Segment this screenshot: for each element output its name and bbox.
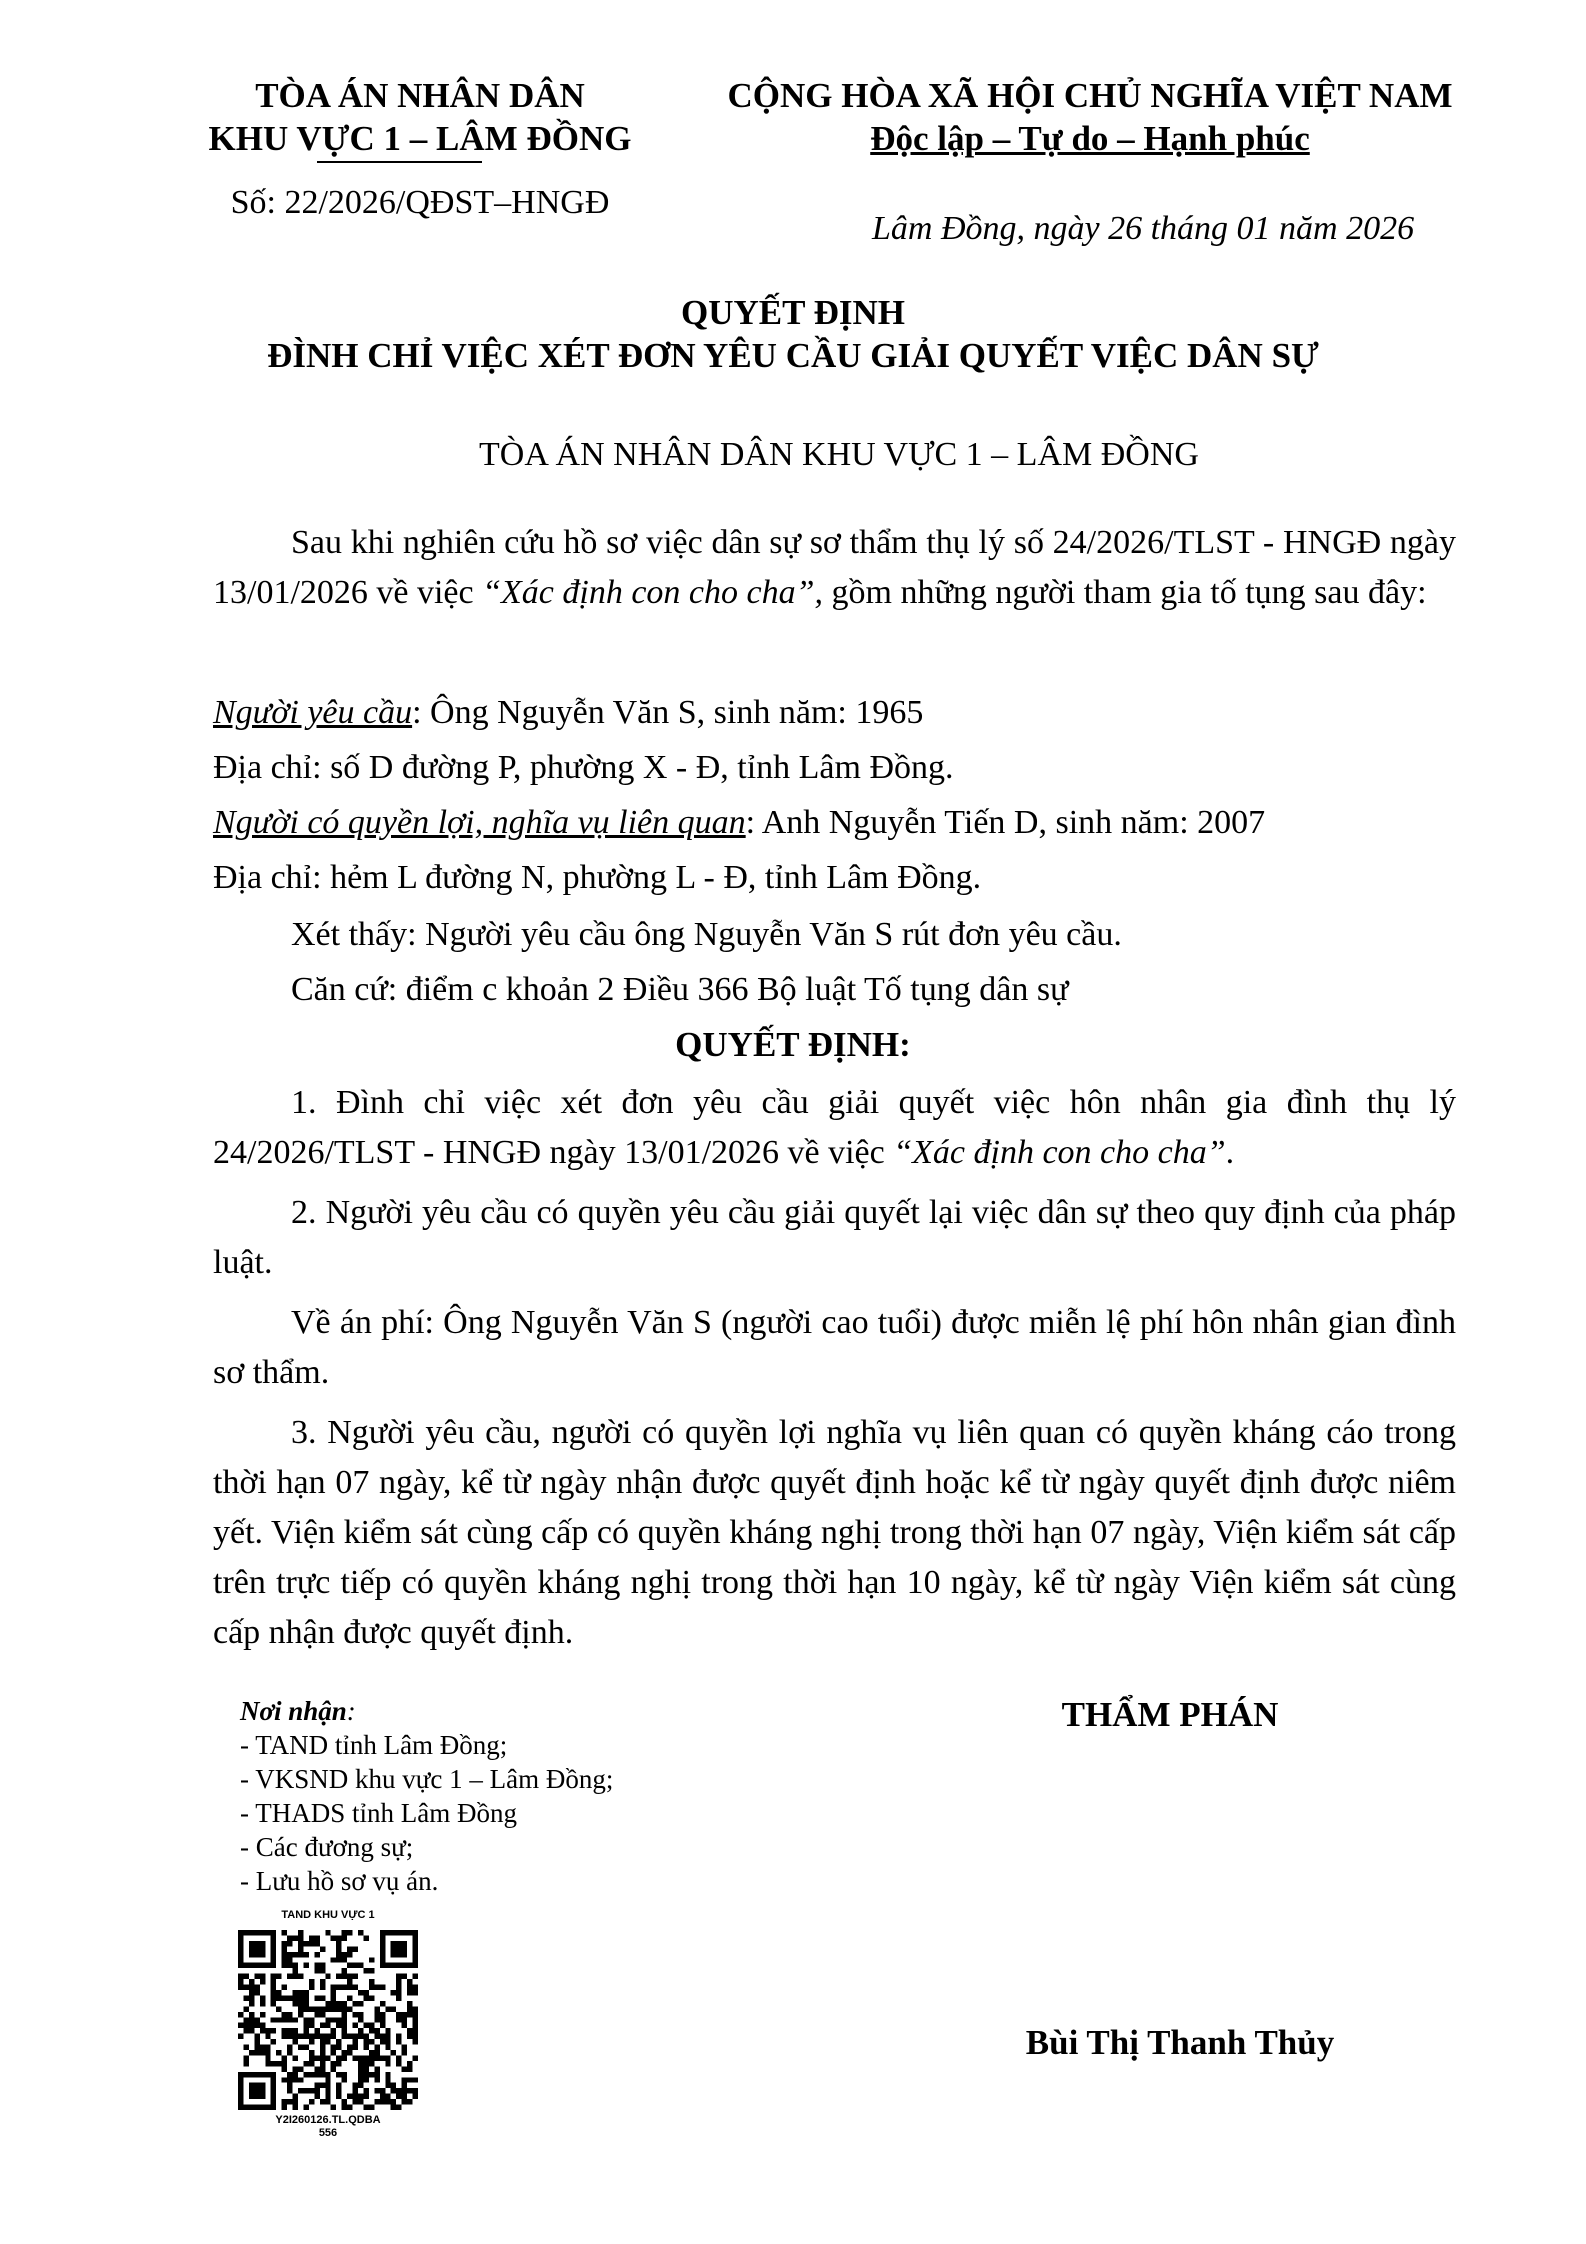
qr-code: [238, 1930, 418, 2110]
recipient-item: - THADS tỉnh Lâm Đồng: [240, 1798, 517, 1828]
court-fee: Về án phí: Ông Nguyễn Văn S (người cao tuổi) được miễn lệ phí hôn nhân gian đình sơ thẩm.: [213, 1304, 1456, 1391]
decision-heading: QUYẾT ĐỊNH:: [675, 1025, 911, 1064]
recipient-item: - VKSND khu vực 1 – Lâm Đồng;: [240, 1764, 614, 1794]
intro-paragraph: [213, 518, 1456, 618]
decision-item-3: 3. Người yêu cầu, người có quyền lợi nghĩa vụ liên quan có quyền kháng cáo trong thời hạn 07 ngày, kể từ ngày nhận được quyết định hoặc kể từ ngày quyết định được niêm yết. Viện kiểm sát cùng cấp có quyền kháng nghị trong thời hạn 07 ngày, Viện kiểm sát cấp trên trực tiếp có quyền kháng nghị trong thời hạn 10 ngày, kể từ ngày Viện kiểm sát cùng cấp nhận được quyết định.: [213, 1414, 1456, 1651]
consideration: Xét thấy: Người yêu cầu ông Nguyễn Văn S rút đơn yêu cầu.: [291, 916, 1122, 953]
document-title: QUYẾT ĐỊNH: [681, 293, 905, 332]
recipients-colon: :: [346, 1696, 356, 1726]
recipient-item: - Các đương sự;: [240, 1832, 414, 1862]
recipient-item: - TAND tỉnh Lâm Đồng;: [240, 1730, 508, 1760]
related-party-line: [213, 798, 1456, 848]
court-name-line1: TÒA ÁN NHÂN DÂN: [255, 76, 585, 115]
requester-address: Địa chỉ: số D đường P, phường X - Đ, tỉnh Lâm Đồng.: [213, 749, 954, 786]
intro-text-end: gồm những người tham gia tố tụng sau đây:: [823, 574, 1427, 611]
signature-title: THẨM PHÁN: [1061, 1695, 1279, 1734]
qr-caption-bottom: Y2I260126.TL.QDBA: [275, 2114, 381, 2126]
decision-item-1: [213, 1078, 1456, 1178]
qr-caption-top: TAND KHU VỰC 1: [281, 1909, 375, 1921]
legal-basis: Căn cứ: điểm c khoản 2 Điều 366 Bộ luật Tố tụng dân sự: [291, 971, 1069, 1008]
decision-item-1-case: “Xác định con cho cha”: [893, 1134, 1226, 1171]
document-subtitle: ĐÌNH CHỈ VIỆC XÉT ĐƠN YÊU CẦU GIẢI QUYẾT VIỆC DÂN SỰ: [267, 336, 1319, 375]
court-name-line2: KHU VỰC 1 – LÂM ĐỒNG: [208, 119, 632, 158]
place-date: Lâm Đồng, ngày 26 tháng 01 năm 2026: [872, 210, 1415, 247]
recipients-label: Nơi nhận: [240, 1696, 347, 1726]
requester-value: : Ông Nguyễn Văn S, sinh năm: 1965: [412, 694, 924, 731]
recipients-heading: [240, 1694, 613, 1728]
recipients-block: [240, 1694, 613, 1898]
national-motto: Độc lập – Tự do – Hạnh phúc: [870, 119, 1310, 158]
qr-caption-bottom-2: 556: [318, 2127, 338, 2139]
related-party-label: Người có quyền lợi, nghĩa vụ liên quan: [213, 804, 746, 841]
decision-item-2: 2. Người yêu cầu có quyền yêu cầu giải quyết lại việc dân sự theo quy định của pháp luật.: [213, 1194, 1456, 1281]
nation-title: CỘNG HÒA XÃ HỘI CHỦ NGHĨA VIỆT NAM: [727, 76, 1453, 115]
recipient-item: - Lưu hồ sơ vụ án.: [240, 1866, 439, 1896]
judge-name: Bùi Thị Thanh Thủy: [1025, 2023, 1335, 2062]
decision-item-1-end: .: [1225, 1134, 1235, 1171]
related-party-address: Địa chỉ: hẻm L đường N, phường L - Đ, tỉnh Lâm Đồng.: [213, 859, 982, 896]
requester-line: [213, 688, 1456, 738]
issuing-court: TÒA ÁN NHÂN DÂN KHU VỰC 1 – LÂM ĐỒNG: [479, 436, 1199, 473]
document-number: Số: 22/2026/QĐST–HNGĐ: [230, 184, 610, 221]
related-party-value: : Anh Nguyễn Tiến D, sinh năm: 2007: [745, 804, 1266, 841]
court-name-underline: [317, 161, 482, 163]
case-name: “Xác định con cho cha”,: [482, 574, 824, 611]
requester-label: Người yêu cầu: [213, 694, 413, 731]
intro-text: Sau khi nghiên cứu hồ sơ việc dân sự sơ thẩm thụ lý số 24/2026/TLST - HNGĐ ngày 13/01/2026 về việc: [213, 524, 1456, 611]
decision-item-1-text: 1. Đình chỉ việc xét đơn yêu cầu giải quyết việc hôn nhân gia đình thụ lý 24/2026/TLST - HNGĐ ngày 13/01/2026 về việc: [213, 1084, 1456, 1171]
